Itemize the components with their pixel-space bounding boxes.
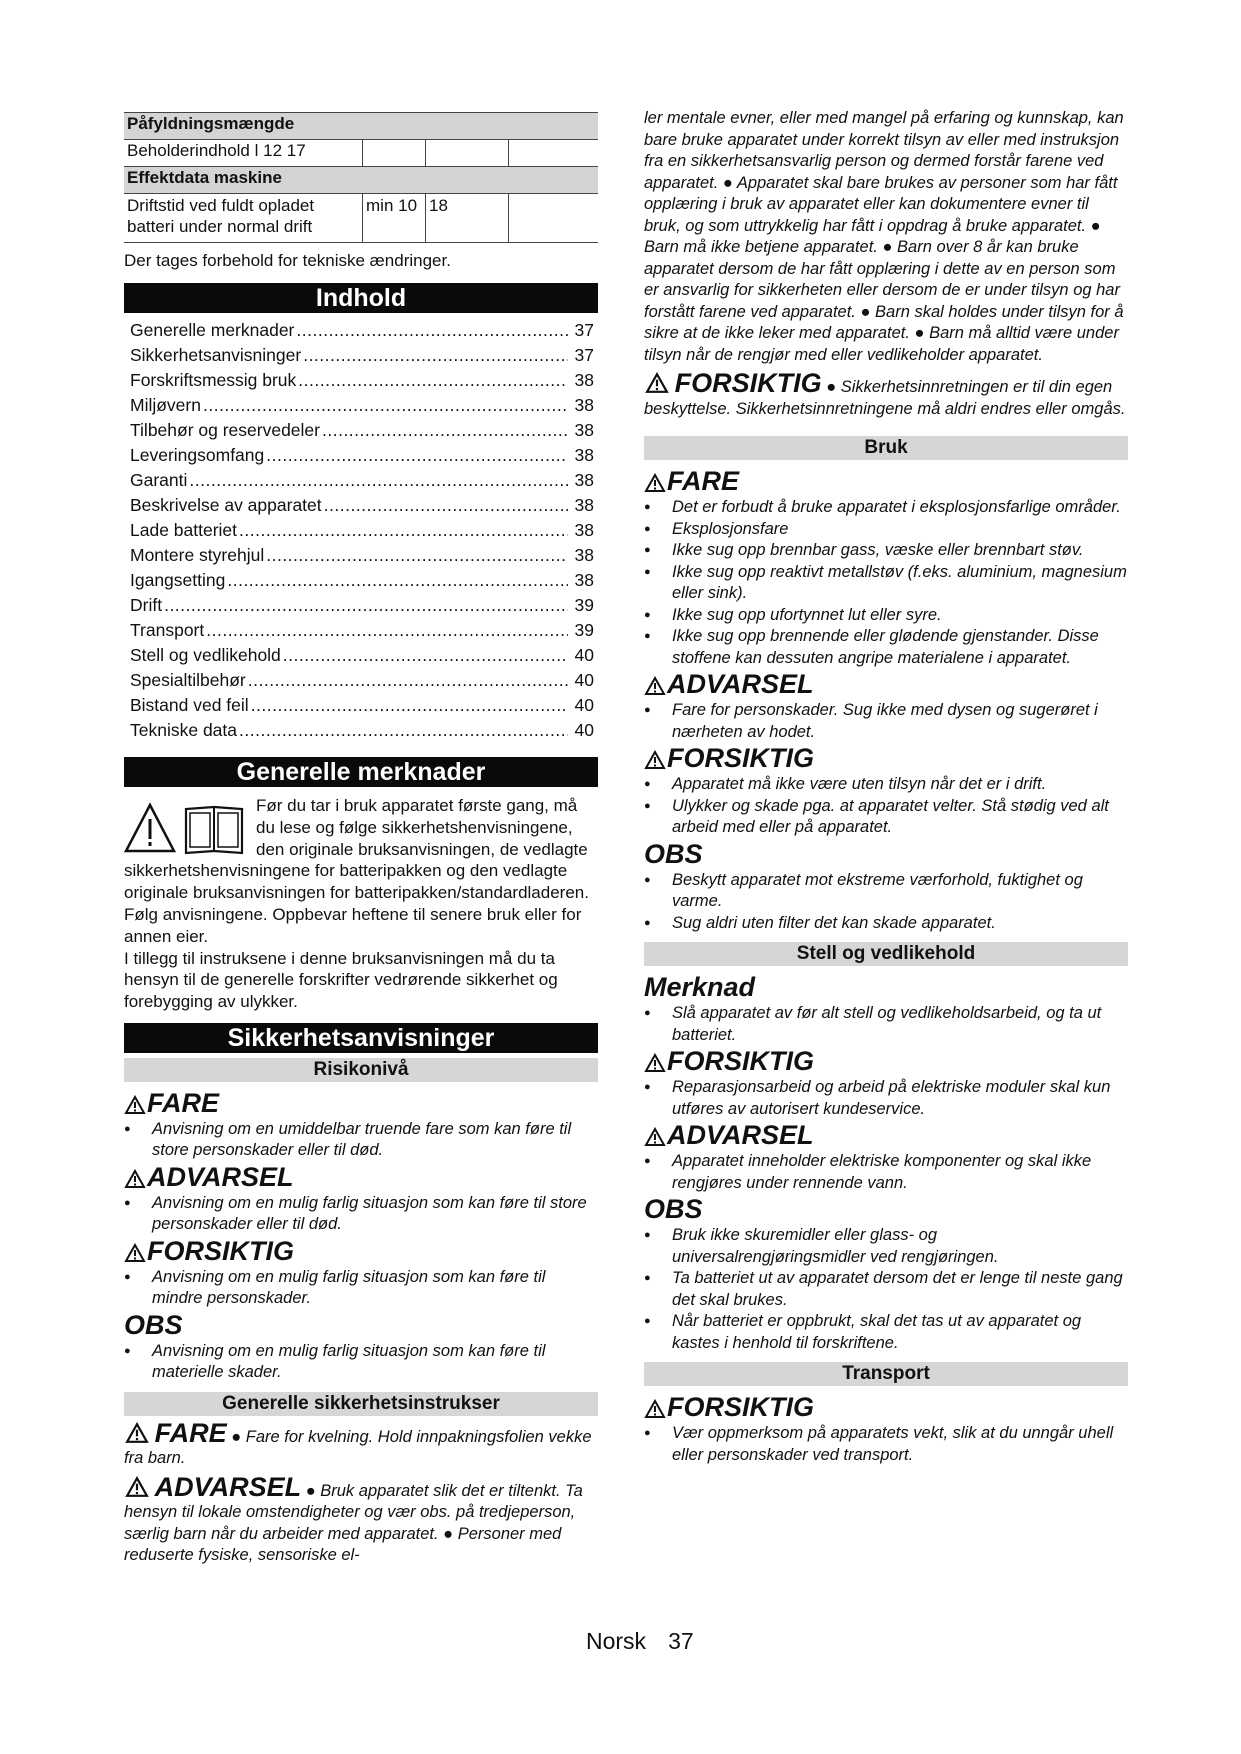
toc-item-title: Beskrivelse av apparatet [130, 495, 322, 515]
signal-word-text: FORSIKTIG [667, 1046, 814, 1076]
list-item: ● Bruk ikke skuremidler eller glass- og universalrengjøringsmidler ved rengjøringen. [644, 1225, 1128, 1268]
spec-cell [124, 140, 363, 167]
toc-item [130, 643, 598, 668]
signal-word-merknad [644, 972, 1128, 1003]
spec-table [124, 112, 598, 243]
signal-word-text: FORSIKTIG [667, 1392, 814, 1422]
spec-cell [363, 140, 426, 167]
toc-item-title: Miljøvern [130, 395, 201, 415]
list-item: ● Ikke sug opp brennbar gass, væske eller brennbart støv. [644, 540, 1128, 562]
signal-word-text: ADVARSEL [147, 1161, 294, 1192]
toc-leader [206, 618, 568, 643]
toc-item-page: 37 [574, 320, 594, 340]
signal-word-text: FORSIKTIG [674, 368, 822, 398]
list-item: ● Beskytt apparatet mot ekstreme værforhold, fuktighet og varme. [644, 870, 1128, 913]
signal-word-fare [644, 466, 1128, 497]
toc-list [124, 318, 598, 743]
toc-item-title: Drift [130, 595, 163, 615]
spec-cell [363, 194, 426, 243]
toc-item-page: 40 [574, 695, 594, 715]
warning-triangle-icon [644, 378, 670, 396]
toc-leader [298, 368, 568, 393]
toc-item-title: Leveringsomfang [130, 445, 265, 465]
toc-item-page: 40 [574, 645, 594, 665]
general-safety-advarsel-continued: ler mentale evner, eller med mangel på erfaring og kunnskap, kan bare bruke apparatet under korrekt tilsyn av eller med instruksjon fra en sikkerhetsansvarlig person og dermed forstår farene ved apparatet. ● Apparatet skal bare brukes av personer som har fått opplæring i bruk av apparatet eller kan dokumentere evner til bruk, og som uttrykkelig har fått i oppdrag å bruke apparatet. ● Barn må ikke betjene apparatet. ● Barn over 8 år kan bruke apparatet dersom de har fått opplæring i dette av en person som er ansvarlig for sikkerheten eller dersom de er under tilsyn og har forstått farene ved apparatet. ● Barn skal holdes under tilsyn for å sikre at de ikke leker med apparatet. ● Barn må alltid være under tilsyn når de rengjør med eller vedlikeholder apparatet. [644, 109, 1124, 364]
bruk-section [644, 460, 1128, 934]
risk-fare-list [124, 1119, 598, 1162]
list-item: ● Det er forbudt å bruke apparatet i eksplosjonsfarlige områder. [644, 497, 1128, 519]
list-item: ● Anvisning om en mulig farlig situasjon som kan føre til mindre personskader. [124, 1267, 598, 1310]
toc-item-page: 39 [574, 595, 594, 615]
warning-text: ● Fare for kvelning. Hold innpakningsfolien vekke fra barn. [124, 1427, 592, 1468]
toc-item [130, 343, 598, 368]
bruk-advarsel-list [644, 700, 1128, 743]
list-item: ● Anvisning om en umiddelbar truende fare som kan føre til store personskader eller til død. [124, 1119, 598, 1162]
toc-item-title: Garanti [130, 470, 188, 490]
spec-value: 10 [398, 196, 418, 215]
footer-language: Norsk [586, 1628, 647, 1654]
transport-section [644, 1386, 1128, 1466]
toc-item [130, 418, 598, 443]
warning-triangle-icon [124, 1165, 146, 1196]
toc-item-title: Stell og vedlikehold [130, 645, 281, 665]
signal-word-text: FARE [154, 1417, 227, 1448]
toc-title: Indhold [124, 283, 598, 313]
toc-item-page: 38 [574, 495, 594, 515]
signal-word-forsiktig [644, 1046, 1128, 1077]
transport-forsiktig-list [644, 1423, 1128, 1466]
spec-value: 17 [286, 141, 306, 160]
toc-item-title: Tekniske data [130, 720, 238, 740]
toc-leader [251, 693, 568, 718]
spec-value: 18 [426, 194, 509, 243]
toc-leader [296, 318, 568, 343]
toc-item-page: 38 [574, 370, 594, 390]
transport-title: Transport [644, 1362, 1128, 1386]
warning-triangle-icon [644, 746, 666, 777]
toc-item-page: 38 [574, 520, 594, 540]
toc-leader [266, 443, 568, 468]
signal-word-advarsel [644, 669, 1128, 700]
signal-word-forsiktig [644, 743, 1128, 774]
risk-advarsel-list [124, 1193, 598, 1236]
toc-item-title: Spesialtilbehør [130, 670, 246, 690]
signal-word-text: ADVARSEL [667, 1120, 814, 1150]
toc-item-title: Forskriftsmessig bruk [130, 370, 297, 390]
toc-item [130, 393, 598, 418]
list-item: ● Apparatet må ikke være uten tilsyn når det er i drift. [644, 774, 1128, 796]
toc-leader [248, 668, 568, 693]
signal-word-text: FARE [667, 466, 740, 496]
signal-word-obs [644, 1194, 1128, 1225]
general-intro [124, 795, 598, 1013]
signal-word-text: OBS [644, 1194, 703, 1224]
spec-cell [426, 140, 509, 167]
warning-text: ● Sikkerhetsinnretningen er til din egen beskyttelse. Sikkerhetsinnretningene må aldri endres eller omgås. [644, 378, 1126, 418]
general-paragraph-1: Før du tar i bruk apparatet første gang, må du lese og følge sikkerhetshenvisningene, den originale bruksanvisningen, de vedlagte sikkerhetshenvisningene for batteripakken og den vedlagte originale bruksanvisningen for batteripakken/standardladeren. Følg anvisningene. Oppbevar heftene til senere bruk eller for annen eier. [124, 796, 589, 946]
toc-item-page: 38 [574, 445, 594, 465]
bruk-fare-list [644, 497, 1128, 669]
list-item: ● Reparasjonsarbeid og arbeid på elektriske moduler skal kun utføres av autorisert kundeservice. [644, 1077, 1128, 1120]
toc-item-page: 39 [574, 620, 594, 640]
bruk-forsiktig-list [644, 774, 1128, 839]
stell-forsiktig-list [644, 1077, 1128, 1120]
toc-leader [283, 643, 568, 668]
risk-level-title: Risikonivå [124, 1058, 598, 1082]
general-safety-fare [124, 1417, 598, 1470]
signal-word-obs [644, 839, 1128, 870]
list-item: ● Ulykker og skade pga. at apparatet velter. Stå stødig ved alt arbeid med eller på apparatet. [644, 796, 1128, 839]
warning-triangle-icon [644, 1049, 666, 1080]
spec-unit: l [254, 141, 259, 160]
stell-obs-list [644, 1225, 1128, 1354]
toc-leader [203, 393, 568, 418]
warning-triangle-icon [644, 1395, 666, 1426]
spec-row [124, 140, 598, 167]
toc-item [130, 593, 598, 618]
toc-leader [266, 543, 568, 568]
spec-section-title: Påfyldningsmængde [124, 113, 598, 140]
toc-item [130, 618, 598, 643]
toc-item [130, 318, 598, 343]
spec-note: Der tages forbehold for tekniske ændringer. [124, 251, 451, 270]
signal-word-text: ADVARSEL [667, 669, 814, 699]
stell-merknad-list [644, 1003, 1128, 1046]
toc-leader [227, 568, 568, 593]
warning-triangle-icon [644, 469, 666, 500]
signal-word-text: FORSIKTIG [147, 1235, 294, 1266]
list-item: ● Sug aldri uten filter det kan skade apparatet. [644, 913, 1128, 935]
signal-word-advarsel [124, 1162, 598, 1193]
general-safety-title: Generelle sikkerhetsinstrukser [124, 1392, 598, 1416]
signal-word-advarsel [644, 1120, 1128, 1151]
toc-item-title: Transport [130, 620, 205, 640]
risk-forsiktig-list [124, 1267, 598, 1310]
toc-leader [303, 343, 568, 368]
spec-unit: min [366, 196, 394, 215]
list-item: ● Fare for personskader. Sug ikke med dysen og sugerøret i nærheten av hodet. [644, 700, 1128, 743]
warning-triangle-icon [124, 1239, 146, 1270]
general-safety-forsiktig [644, 368, 1128, 420]
signal-word-text: FARE [147, 1087, 220, 1118]
list-item: ● Slå apparatet av før alt stell og vedlikeholdsarbeid, og ta ut batteriet. [644, 1003, 1128, 1046]
toc-leader [189, 468, 568, 493]
toc-item [130, 468, 598, 493]
page-footer [586, 1628, 716, 1655]
spec-cell [509, 194, 599, 243]
toc-leader [164, 593, 568, 618]
toc-item-title: Generelle merknader [130, 320, 295, 340]
toc-item [130, 568, 598, 593]
warning-triangle-icon [124, 1428, 150, 1446]
warning-triangle-icon [124, 1091, 146, 1122]
toc-item [130, 718, 598, 743]
toc-leader [324, 493, 568, 518]
toc-item [130, 543, 598, 568]
spec-label: Beholderindhold [127, 141, 250, 160]
toc-item-title: Montere styrehjul [130, 545, 265, 565]
spec-row [124, 194, 598, 243]
list-item: ● Ikke sug opp reaktivt metallstøv (f.eks. aluminium, magnesium eller sink). [644, 562, 1128, 605]
spec-section-header [124, 113, 598, 140]
general-safety-advarsel-start [124, 1471, 598, 1567]
general-paragraph-2: I tillegg til instruksene i denne bruksanvisningen må du ta hensyn til de generelle forskrifter vedrørende sikkerhet og forebygging av ulykker. [124, 948, 558, 1012]
toc-item-page: 38 [574, 470, 594, 490]
spec-section-header [124, 167, 598, 194]
signal-word-text: OBS [644, 838, 703, 869]
toc-item [130, 693, 598, 718]
toc-item-title: Igangsetting [130, 570, 226, 590]
safety-title: Sikkerhetsanvisninger [124, 1023, 598, 1053]
warning-and-manual-icons [124, 801, 250, 857]
signal-word-forsiktig [644, 1392, 1128, 1423]
list-item: ● Eksplosjonsfare [644, 519, 1128, 541]
signal-word-obs: OBS [124, 1309, 183, 1340]
left-column [124, 112, 598, 1567]
signal-word-fare [124, 1088, 598, 1119]
stell-title: Stell og vedlikehold [644, 942, 1128, 966]
toc-item [130, 668, 598, 693]
warning-triangle-icon [124, 1482, 150, 1500]
warning-triangle-icon [644, 1123, 666, 1154]
warning-manual-icon [124, 801, 250, 857]
toc-item-page: 38 [574, 570, 594, 590]
general-title: Generelle merknader [124, 757, 598, 787]
toc-item-page: 40 [574, 670, 594, 690]
toc-item-title: Lade batteriet [130, 520, 238, 540]
list-item: ● Ikke sug opp brennende eller glødende gjenstander. Disse stoffene kan dessuten angripe materialene i apparatet. [644, 626, 1128, 669]
list-item: ● Vær oppmerksom på apparatets vekt, slik at du unngår uhell eller personskader ved transport. [644, 1423, 1128, 1466]
toc-leader [239, 718, 568, 743]
signal-word-text: ADVARSEL [154, 1471, 302, 1502]
stell-section [644, 966, 1128, 1354]
toc-leader [322, 418, 568, 443]
page-number: 37 [668, 1628, 694, 1654]
warning-triangle-icon [644, 672, 666, 703]
right-column [644, 108, 1128, 1466]
warning-text: ● Bruk apparatet slik det er tiltenkt. Ta hensyn til lokale omstendigheter og vær obs. på tredjeperson, særlig barn når du arbeider med apparatet. ● Personer med reduserte fysiske, sensoriske el- [124, 1481, 583, 1565]
risk-obs-list [124, 1341, 598, 1384]
signal-word-text: FORSIKTIG [667, 743, 814, 773]
toc-item-page: 38 [574, 545, 594, 565]
spec-cell [509, 140, 599, 167]
spec-section-title: Effektdata maskine [124, 167, 598, 194]
toc-item-title: Sikkerhetsanvisninger [130, 345, 302, 365]
toc-leader [239, 518, 568, 543]
list-item: ● Ikke sug opp ufortynnet lut eller syre. [644, 605, 1128, 627]
spec-value: 12 [263, 141, 283, 160]
toc-item-page: 38 [574, 395, 594, 415]
stell-advarsel-list [644, 1151, 1128, 1194]
toc-item [130, 518, 598, 543]
list-item: ● Når batteriet er oppbrukt, skal det tas ut av apparatet og kastes i henhold til forskriftene. [644, 1311, 1128, 1354]
list-item: ● Anvisning om en mulig farlig situasjon som kan føre til materielle skader. [124, 1341, 598, 1384]
toc-item-page: 40 [574, 720, 594, 740]
bruk-title: Bruk [644, 436, 1128, 460]
bruk-obs-list [644, 870, 1128, 935]
spec-label: Driftstid ved fuldt opladet batteri under normal drift [124, 194, 363, 243]
list-item: ● Anvisning om en mulig farlig situasjon som kan føre til store personskader eller til død. [124, 1193, 598, 1236]
toc-item [130, 493, 598, 518]
signal-word-text: Merknad [644, 972, 756, 1002]
list-item: ● Ta batteriet ut av apparatet dersom det er lenge til neste gang det skal brukes. [644, 1268, 1128, 1311]
toc-item-title: Tilbehør og reservedeler [130, 420, 320, 440]
list-item: ● Apparatet inneholder elektriske komponenter og skal ikke rengjøres under rennende vann. [644, 1151, 1128, 1194]
toc-item [130, 443, 598, 468]
toc-item-page: 38 [574, 420, 594, 440]
signal-word-forsiktig [124, 1236, 598, 1267]
toc-item-title: Bistand ved feil [130, 695, 249, 715]
toc-item [130, 368, 598, 393]
toc-item-page: 37 [574, 345, 594, 365]
